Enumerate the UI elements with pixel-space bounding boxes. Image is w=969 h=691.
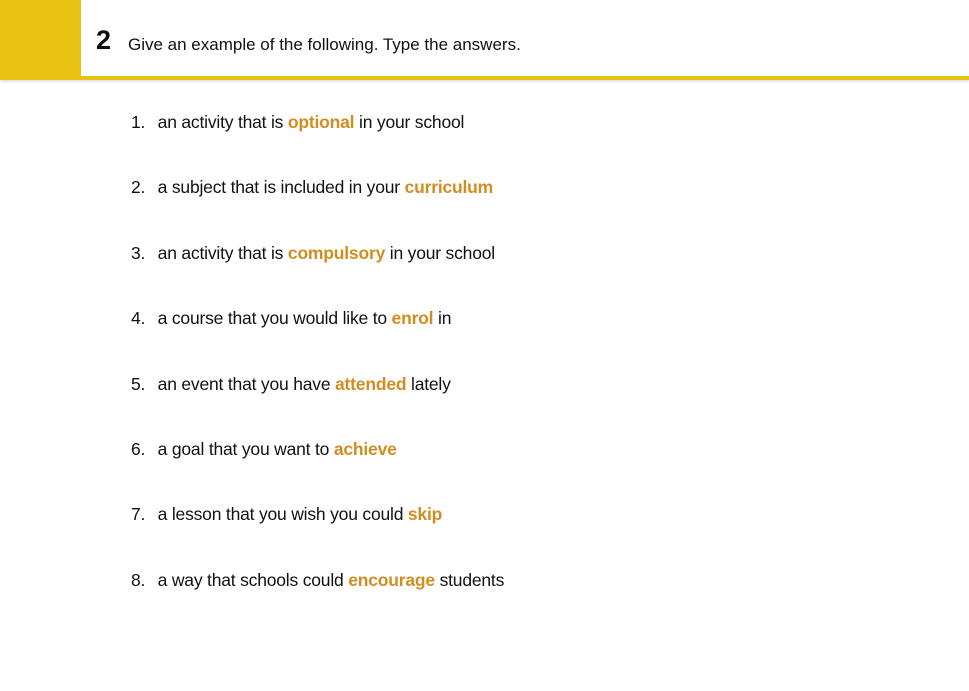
question-text: a goal that you want to [157,438,334,459]
question-number: 5. [131,373,146,394]
question-item-1 [131,110,504,134]
question-number: 2. [131,177,146,198]
question-number: 4. [131,308,146,329]
question-text: an activity that is [157,112,288,132]
question-keyword: skip [407,504,443,525]
exercise-instruction: Give an example of the following. Type the answers. [128,35,521,54]
question-item-4 [131,306,504,330]
question-number: 1. [131,112,146,132]
question-item-3 [131,241,504,265]
question-item-2 [131,175,504,199]
question-keyword: achieve [333,438,397,459]
question-list [131,110,504,633]
question-text-end: in your school [385,242,495,263]
question-keyword: curriculum [404,177,494,198]
question-keyword: enrol [391,308,434,329]
question-keyword: encourage [348,569,435,590]
exercise-number: 2 [96,25,112,55]
question-text: an activity that is [157,242,288,263]
header-accent-block [0,0,81,76]
question-text-end: in [433,308,452,329]
question-number: 8. [131,569,146,590]
question-text-end: in your school [354,112,465,132]
question-number: 3. [131,242,146,263]
question-keyword: attended [335,373,407,394]
question-text-end: lately [406,373,451,394]
question-text: an event that you have [157,373,336,394]
question-item-7 [131,502,504,526]
question-number: 7. [131,504,146,525]
header-divider [0,76,969,80]
question-text: a lesson that you wish you could [157,504,408,525]
question-text: a way that schools could [157,569,349,590]
question-number: 6. [131,438,146,459]
question-text-end: students [434,569,505,590]
question-text: a subject that is included in your [157,177,405,198]
exercise-header [0,0,969,80]
question-text: a course that you would like to [157,308,392,329]
question-item-5 [131,372,504,396]
question-keyword: optional [287,112,355,132]
question-keyword: compulsory [287,242,386,263]
question-item-8 [131,568,504,592]
question-item-6 [131,437,504,461]
